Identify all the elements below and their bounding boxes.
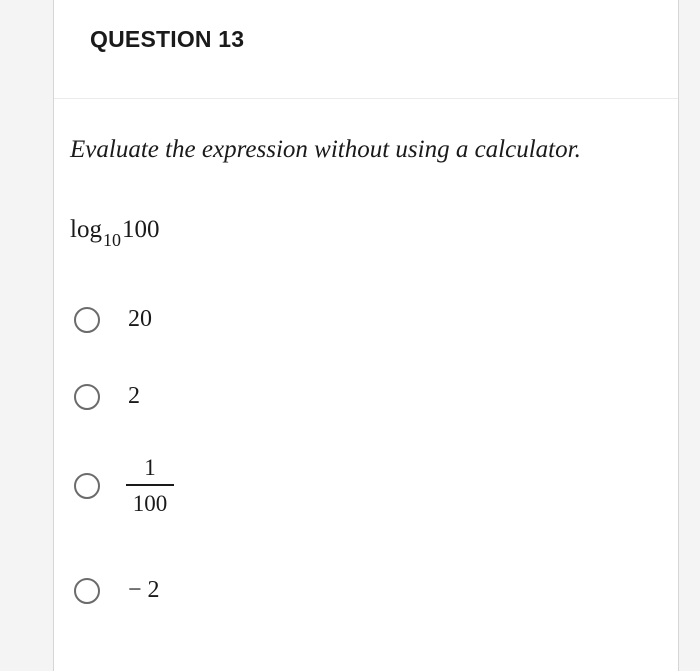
question-card: [53, 0, 679, 671]
math-expression: [70, 216, 160, 250]
answer-option-3[interactable]: [74, 455, 174, 517]
log-base: 10: [102, 230, 121, 250]
radio-button[interactable]: [74, 578, 100, 604]
log-function: log: [70, 216, 102, 243]
fraction-numerator: 1: [144, 455, 156, 480]
option-label: 2: [128, 383, 140, 409]
fraction-denominator: 100: [132, 490, 168, 516]
log-argument: 100: [121, 216, 160, 243]
option-fraction: [126, 455, 174, 517]
question-header: QUESTION 13: [90, 26, 245, 52]
right-page-margin: [679, 0, 700, 671]
answer-option-2[interactable]: [74, 383, 140, 410]
option-label: − 2: [128, 577, 160, 603]
radio-button[interactable]: [74, 473, 100, 499]
question-prompt: Evaluate the expression without using a calculator.: [70, 136, 581, 163]
radio-button[interactable]: [74, 384, 100, 410]
left-page-margin: [0, 0, 53, 671]
radio-button[interactable]: [74, 307, 100, 333]
option-label: 20: [128, 306, 152, 332]
header-divider: [54, 98, 678, 99]
answer-option-1[interactable]: [74, 306, 152, 333]
answer-option-4[interactable]: [74, 577, 160, 604]
